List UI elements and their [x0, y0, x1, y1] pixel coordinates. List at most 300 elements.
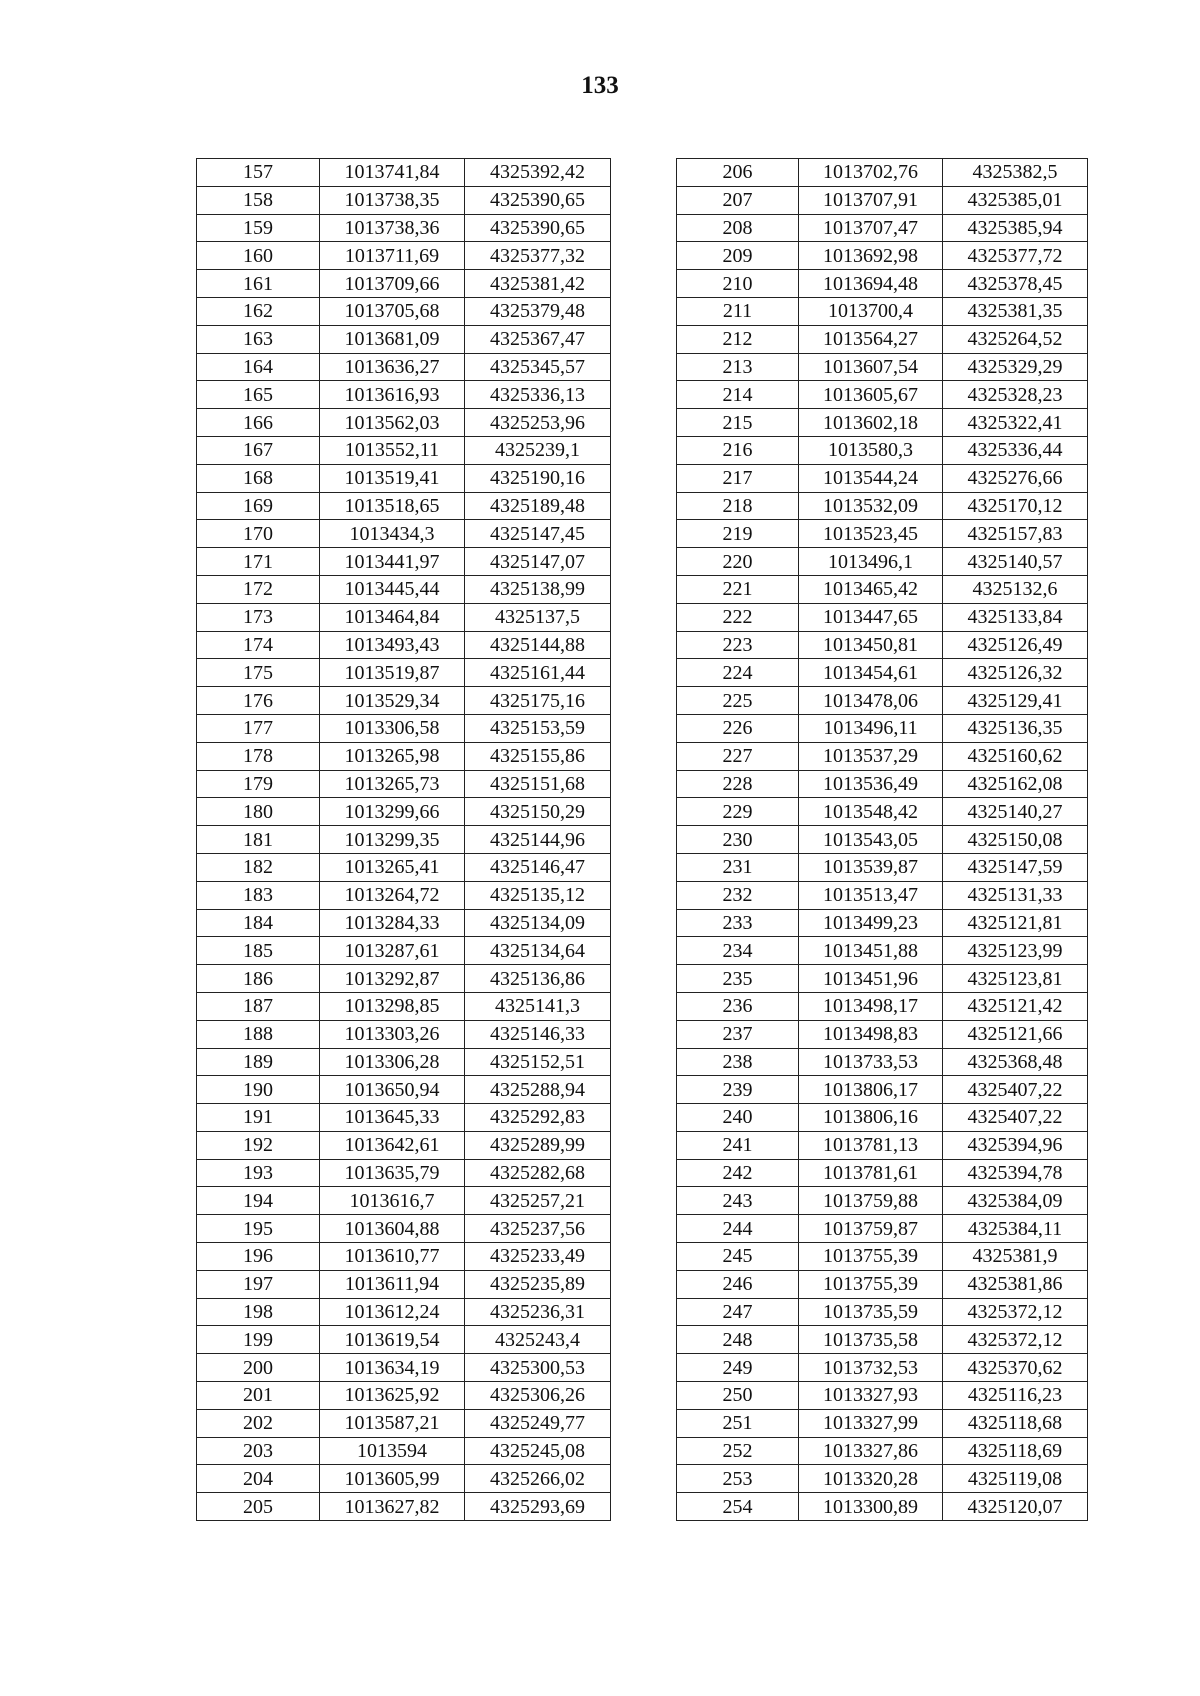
table-row [197, 687, 611, 715]
y-coordinate-cell: 4325385,94 [943, 214, 1088, 242]
y-coordinate-cell: 4325394,96 [943, 1131, 1088, 1159]
y-coordinate-cell: 4325140,57 [943, 548, 1088, 576]
y-coordinate-cell: 4325300,53 [465, 1354, 611, 1382]
point-number-cell: 171 [197, 548, 320, 576]
x-coordinate-cell: 1013445,44 [320, 575, 465, 603]
table-row [197, 631, 611, 659]
y-coordinate-cell: 4325162,08 [943, 770, 1088, 798]
y-coordinate-cell: 4325235,89 [465, 1270, 611, 1298]
y-coordinate-cell: 4325372,12 [943, 1326, 1088, 1354]
y-coordinate-cell: 4325175,16 [465, 687, 611, 715]
x-coordinate-cell: 1013607,54 [799, 353, 943, 381]
y-coordinate-cell: 4325123,81 [943, 965, 1088, 993]
point-number-cell: 234 [677, 937, 799, 965]
table-row [197, 909, 611, 937]
point-number-cell: 169 [197, 492, 320, 520]
point-number-cell: 179 [197, 770, 320, 798]
table-row [197, 548, 611, 576]
x-coordinate-cell: 1013707,91 [799, 186, 943, 214]
x-coordinate-cell: 1013759,87 [799, 1215, 943, 1243]
y-coordinate-cell: 4325120,07 [943, 1493, 1088, 1521]
x-coordinate-cell: 1013635,79 [320, 1159, 465, 1187]
point-number-cell: 161 [197, 270, 320, 298]
table-row [677, 992, 1088, 1020]
table-row [677, 965, 1088, 993]
table-row [677, 909, 1088, 937]
table-row [197, 1298, 611, 1326]
x-coordinate-cell: 1013562,03 [320, 409, 465, 437]
x-coordinate-cell: 1013755,39 [799, 1243, 943, 1271]
x-coordinate-cell: 1013610,77 [320, 1243, 465, 1271]
point-number-cell: 247 [677, 1298, 799, 1326]
y-coordinate-cell: 4325367,47 [465, 325, 611, 353]
x-coordinate-cell: 1013705,68 [320, 297, 465, 325]
x-coordinate-cell: 1013306,28 [320, 1048, 465, 1076]
point-number-cell: 204 [197, 1465, 320, 1493]
y-coordinate-cell: 4325116,23 [943, 1382, 1088, 1410]
y-coordinate-cell: 4325239,1 [465, 436, 611, 464]
table-row [197, 742, 611, 770]
point-number-cell: 172 [197, 575, 320, 603]
x-coordinate-cell: 1013602,18 [799, 409, 943, 437]
table-row [677, 687, 1088, 715]
x-coordinate-cell: 1013738,36 [320, 214, 465, 242]
y-coordinate-cell: 4325322,41 [943, 409, 1088, 437]
point-number-cell: 162 [197, 297, 320, 325]
point-number-cell: 245 [677, 1243, 799, 1271]
x-coordinate-cell: 1013529,34 [320, 687, 465, 715]
table-row [677, 1437, 1088, 1465]
y-coordinate-cell: 4325370,62 [943, 1354, 1088, 1382]
table-row [677, 1382, 1088, 1410]
point-number-cell: 221 [677, 575, 799, 603]
x-coordinate-cell: 1013552,11 [320, 436, 465, 464]
x-coordinate-cell: 1013755,39 [799, 1270, 943, 1298]
y-coordinate-cell: 4325385,01 [943, 186, 1088, 214]
y-coordinate-cell: 4325282,68 [465, 1159, 611, 1187]
table-row [677, 1326, 1088, 1354]
y-coordinate-cell: 4325136,86 [465, 965, 611, 993]
y-coordinate-cell: 4325136,35 [943, 714, 1088, 742]
y-coordinate-cell: 4325381,9 [943, 1243, 1088, 1271]
x-coordinate-cell: 1013735,59 [799, 1298, 943, 1326]
page-number: 133 [581, 72, 619, 99]
point-number-cell: 238 [677, 1048, 799, 1076]
y-coordinate-cell: 4325378,45 [943, 270, 1088, 298]
y-coordinate-cell: 4325133,84 [943, 603, 1088, 631]
point-number-cell: 186 [197, 965, 320, 993]
table-row [677, 186, 1088, 214]
point-number-cell: 222 [677, 603, 799, 631]
x-coordinate-cell: 1013580,3 [799, 436, 943, 464]
x-coordinate-cell: 1013625,92 [320, 1382, 465, 1410]
x-coordinate-cell: 1013513,47 [799, 881, 943, 909]
y-coordinate-cell: 4325328,23 [943, 381, 1088, 409]
table-row [677, 853, 1088, 881]
x-coordinate-cell: 1013587,21 [320, 1409, 465, 1437]
x-coordinate-cell: 1013454,61 [799, 659, 943, 687]
table-row [677, 798, 1088, 826]
x-coordinate-cell: 1013711,69 [320, 242, 465, 270]
y-coordinate-cell: 4325126,32 [943, 659, 1088, 687]
y-coordinate-cell: 4325377,72 [943, 242, 1088, 270]
table-row [677, 548, 1088, 576]
x-coordinate-cell: 1013465,42 [799, 575, 943, 603]
point-number-cell: 176 [197, 687, 320, 715]
x-coordinate-cell: 1013478,06 [799, 687, 943, 715]
table-row [677, 436, 1088, 464]
y-coordinate-cell: 4325336,13 [465, 381, 611, 409]
x-coordinate-cell: 1013564,27 [799, 325, 943, 353]
x-coordinate-cell: 1013464,84 [320, 603, 465, 631]
table-row [197, 270, 611, 298]
table-row [677, 603, 1088, 631]
point-number-cell: 223 [677, 631, 799, 659]
x-coordinate-cell: 1013707,47 [799, 214, 943, 242]
y-coordinate-cell: 4325121,66 [943, 1020, 1088, 1048]
table-row [677, 714, 1088, 742]
table-row [197, 436, 611, 464]
y-coordinate-cell: 4325253,96 [465, 409, 611, 437]
y-coordinate-cell: 4325170,12 [943, 492, 1088, 520]
x-coordinate-cell: 1013741,84 [320, 159, 465, 187]
y-coordinate-cell: 4325372,12 [943, 1298, 1088, 1326]
y-coordinate-cell: 4325329,29 [943, 353, 1088, 381]
point-number-cell: 200 [197, 1354, 320, 1382]
table-row [197, 325, 611, 353]
table-row [677, 353, 1088, 381]
point-number-cell: 199 [197, 1326, 320, 1354]
point-number-cell: 196 [197, 1243, 320, 1271]
y-coordinate-cell: 4325132,6 [943, 575, 1088, 603]
table-row [197, 381, 611, 409]
table-row [677, 1298, 1088, 1326]
point-number-cell: 236 [677, 992, 799, 1020]
table-row [197, 1437, 611, 1465]
y-coordinate-cell: 4325118,69 [943, 1437, 1088, 1465]
point-number-cell: 246 [677, 1270, 799, 1298]
x-coordinate-cell: 1013493,43 [320, 631, 465, 659]
x-coordinate-cell: 1013532,09 [799, 492, 943, 520]
point-number-cell: 160 [197, 242, 320, 270]
point-number-cell: 251 [677, 1409, 799, 1437]
coordinates-table-left [196, 158, 611, 1521]
point-number-cell: 242 [677, 1159, 799, 1187]
table-row [677, 881, 1088, 909]
table-row [197, 242, 611, 270]
table-row [197, 798, 611, 826]
point-number-cell: 168 [197, 464, 320, 492]
point-number-cell: 239 [677, 1076, 799, 1104]
x-coordinate-cell: 1013781,13 [799, 1131, 943, 1159]
y-coordinate-cell: 4325121,42 [943, 992, 1088, 1020]
y-coordinate-cell: 4325237,56 [465, 1215, 611, 1243]
point-number-cell: 188 [197, 1020, 320, 1048]
y-coordinate-cell: 4325134,64 [465, 937, 611, 965]
y-coordinate-cell: 4325306,26 [465, 1382, 611, 1410]
point-number-cell: 189 [197, 1048, 320, 1076]
y-coordinate-cell: 4325138,99 [465, 575, 611, 603]
table-row [197, 464, 611, 492]
x-coordinate-cell: 1013498,83 [799, 1020, 943, 1048]
point-number-cell: 233 [677, 909, 799, 937]
x-coordinate-cell: 1013645,33 [320, 1104, 465, 1132]
x-coordinate-cell: 1013594 [320, 1437, 465, 1465]
y-coordinate-cell: 4325135,12 [465, 881, 611, 909]
x-coordinate-cell: 1013320,28 [799, 1465, 943, 1493]
table-row [197, 1076, 611, 1104]
table-row [677, 1020, 1088, 1048]
point-number-cell: 244 [677, 1215, 799, 1243]
y-coordinate-cell: 4325131,33 [943, 881, 1088, 909]
table-row [677, 381, 1088, 409]
table-row [197, 1243, 611, 1271]
table-row [197, 1159, 611, 1187]
y-coordinate-cell: 4325381,86 [943, 1270, 1088, 1298]
y-coordinate-cell: 4325160,62 [943, 742, 1088, 770]
table-row [197, 603, 611, 631]
x-coordinate-cell: 1013732,53 [799, 1354, 943, 1382]
point-number-cell: 232 [677, 881, 799, 909]
x-coordinate-cell: 1013265,73 [320, 770, 465, 798]
x-coordinate-cell: 1013612,24 [320, 1298, 465, 1326]
x-coordinate-cell: 1013681,09 [320, 325, 465, 353]
table-row [197, 492, 611, 520]
y-coordinate-cell: 4325150,08 [943, 826, 1088, 854]
table-row [197, 1187, 611, 1215]
table-row [197, 1131, 611, 1159]
y-coordinate-cell: 4325264,52 [943, 325, 1088, 353]
x-coordinate-cell: 1013616,93 [320, 381, 465, 409]
table-row [677, 1215, 1088, 1243]
y-coordinate-cell: 4325190,16 [465, 464, 611, 492]
table-row [677, 1409, 1088, 1437]
point-number-cell: 211 [677, 297, 799, 325]
point-number-cell: 197 [197, 1270, 320, 1298]
x-coordinate-cell: 1013434,3 [320, 520, 465, 548]
point-number-cell: 164 [197, 353, 320, 381]
y-coordinate-cell: 4325146,33 [465, 1020, 611, 1048]
y-coordinate-cell: 4325147,59 [943, 853, 1088, 881]
table-row [677, 937, 1088, 965]
table-row [197, 1104, 611, 1132]
point-number-cell: 175 [197, 659, 320, 687]
x-coordinate-cell: 1013806,16 [799, 1104, 943, 1132]
x-coordinate-cell: 1013450,81 [799, 631, 943, 659]
table-row [197, 770, 611, 798]
point-number-cell: 183 [197, 881, 320, 909]
x-coordinate-cell: 1013709,66 [320, 270, 465, 298]
x-coordinate-cell: 1013738,35 [320, 186, 465, 214]
point-number-cell: 227 [677, 742, 799, 770]
y-coordinate-cell: 4325390,65 [465, 214, 611, 242]
x-coordinate-cell: 1013451,96 [799, 965, 943, 993]
table-row [677, 242, 1088, 270]
x-coordinate-cell: 1013650,94 [320, 1076, 465, 1104]
table-row [197, 575, 611, 603]
y-coordinate-cell: 4325384,11 [943, 1215, 1088, 1243]
x-coordinate-cell: 1013441,97 [320, 548, 465, 576]
table-row [197, 1215, 611, 1243]
x-coordinate-cell: 1013605,67 [799, 381, 943, 409]
y-coordinate-cell: 4325140,27 [943, 798, 1088, 826]
table-row [677, 1187, 1088, 1215]
point-number-cell: 209 [677, 242, 799, 270]
x-coordinate-cell: 1013537,29 [799, 742, 943, 770]
table-row [197, 937, 611, 965]
table-row [677, 409, 1088, 437]
point-number-cell: 195 [197, 1215, 320, 1243]
table-row [677, 270, 1088, 298]
point-number-cell: 203 [197, 1437, 320, 1465]
point-number-cell: 224 [677, 659, 799, 687]
x-coordinate-cell: 1013611,94 [320, 1270, 465, 1298]
point-number-cell: 235 [677, 965, 799, 993]
point-number-cell: 177 [197, 714, 320, 742]
y-coordinate-cell: 4325151,68 [465, 770, 611, 798]
x-coordinate-cell: 1013451,88 [799, 937, 943, 965]
table-row [677, 575, 1088, 603]
table-row [197, 1020, 611, 1048]
x-coordinate-cell: 1013702,76 [799, 159, 943, 187]
table-row [197, 1493, 611, 1521]
y-coordinate-cell: 4325249,77 [465, 1409, 611, 1437]
point-number-cell: 207 [677, 186, 799, 214]
y-coordinate-cell: 4325293,69 [465, 1493, 611, 1521]
x-coordinate-cell: 1013694,48 [799, 270, 943, 298]
table-row [677, 159, 1088, 187]
table-body-left [197, 159, 611, 1521]
point-number-cell: 213 [677, 353, 799, 381]
y-coordinate-cell: 4325390,65 [465, 186, 611, 214]
x-coordinate-cell: 1013327,99 [799, 1409, 943, 1437]
table-row [197, 1409, 611, 1437]
point-number-cell: 249 [677, 1354, 799, 1382]
y-coordinate-cell: 4325245,08 [465, 1437, 611, 1465]
table-row [677, 520, 1088, 548]
y-coordinate-cell: 4325146,47 [465, 853, 611, 881]
table-row [197, 214, 611, 242]
point-number-cell: 220 [677, 548, 799, 576]
table-row [677, 1159, 1088, 1187]
point-number-cell: 212 [677, 325, 799, 353]
y-coordinate-cell: 4325157,83 [943, 520, 1088, 548]
y-coordinate-cell: 4325189,48 [465, 492, 611, 520]
table-row [677, 1270, 1088, 1298]
point-number-cell: 187 [197, 992, 320, 1020]
x-coordinate-cell: 1013735,58 [799, 1326, 943, 1354]
point-number-cell: 243 [677, 1187, 799, 1215]
y-coordinate-cell: 4325336,44 [943, 436, 1088, 464]
x-coordinate-cell: 1013619,54 [320, 1326, 465, 1354]
x-coordinate-cell: 1013518,65 [320, 492, 465, 520]
y-coordinate-cell: 4325144,88 [465, 631, 611, 659]
y-coordinate-cell: 4325153,59 [465, 714, 611, 742]
point-number-cell: 254 [677, 1493, 799, 1521]
point-number-cell: 173 [197, 603, 320, 631]
x-coordinate-cell: 1013519,87 [320, 659, 465, 687]
y-coordinate-cell: 4325118,68 [943, 1409, 1088, 1437]
x-coordinate-cell: 1013498,17 [799, 992, 943, 1020]
x-coordinate-cell: 1013616,7 [320, 1187, 465, 1215]
point-number-cell: 202 [197, 1409, 320, 1437]
table-row [677, 1131, 1088, 1159]
x-coordinate-cell: 1013265,41 [320, 853, 465, 881]
point-number-cell: 210 [677, 270, 799, 298]
y-coordinate-cell: 4325147,45 [465, 520, 611, 548]
y-coordinate-cell: 4325152,51 [465, 1048, 611, 1076]
table-row [197, 1048, 611, 1076]
point-number-cell: 230 [677, 826, 799, 854]
y-coordinate-cell: 4325236,31 [465, 1298, 611, 1326]
point-number-cell: 165 [197, 381, 320, 409]
table-row [197, 1465, 611, 1493]
y-coordinate-cell: 4325276,66 [943, 464, 1088, 492]
y-coordinate-cell: 4325147,07 [465, 548, 611, 576]
point-number-cell: 157 [197, 159, 320, 187]
point-number-cell: 178 [197, 742, 320, 770]
point-number-cell: 201 [197, 1382, 320, 1410]
x-coordinate-cell: 1013327,86 [799, 1437, 943, 1465]
point-number-cell: 192 [197, 1131, 320, 1159]
x-coordinate-cell: 1013548,42 [799, 798, 943, 826]
y-coordinate-cell: 4325407,22 [943, 1104, 1088, 1132]
point-number-cell: 226 [677, 714, 799, 742]
table-row [677, 1076, 1088, 1104]
x-coordinate-cell: 1013759,88 [799, 1187, 943, 1215]
table-row [197, 714, 611, 742]
x-coordinate-cell: 1013544,24 [799, 464, 943, 492]
point-number-cell: 167 [197, 436, 320, 464]
point-number-cell: 182 [197, 853, 320, 881]
y-coordinate-cell: 4325150,29 [465, 798, 611, 826]
table-row [677, 297, 1088, 325]
y-coordinate-cell: 4325382,5 [943, 159, 1088, 187]
point-number-cell: 214 [677, 381, 799, 409]
y-coordinate-cell: 4325381,42 [465, 270, 611, 298]
point-number-cell: 185 [197, 937, 320, 965]
table-row [677, 1493, 1088, 1521]
x-coordinate-cell: 1013634,19 [320, 1354, 465, 1382]
table-row [197, 1270, 611, 1298]
point-number-cell: 231 [677, 853, 799, 881]
table-row [197, 1354, 611, 1382]
table-row [197, 826, 611, 854]
point-number-cell: 174 [197, 631, 320, 659]
y-coordinate-cell: 4325144,96 [465, 826, 611, 854]
y-coordinate-cell: 4325137,5 [465, 603, 611, 631]
y-coordinate-cell: 4325121,81 [943, 909, 1088, 937]
y-coordinate-cell: 4325161,44 [465, 659, 611, 687]
point-number-cell: 193 [197, 1159, 320, 1187]
x-coordinate-cell: 1013306,58 [320, 714, 465, 742]
y-coordinate-cell: 4325129,41 [943, 687, 1088, 715]
point-number-cell: 180 [197, 798, 320, 826]
point-number-cell: 198 [197, 1298, 320, 1326]
point-number-cell: 170 [197, 520, 320, 548]
point-number-cell: 158 [197, 186, 320, 214]
x-coordinate-cell: 1013292,87 [320, 965, 465, 993]
table-row [677, 631, 1088, 659]
x-coordinate-cell: 1013781,61 [799, 1159, 943, 1187]
y-coordinate-cell: 4325266,02 [465, 1465, 611, 1493]
point-number-cell: 163 [197, 325, 320, 353]
point-number-cell: 253 [677, 1465, 799, 1493]
y-coordinate-cell: 4325243,4 [465, 1326, 611, 1354]
y-coordinate-cell: 4325377,32 [465, 242, 611, 270]
x-coordinate-cell: 1013636,27 [320, 353, 465, 381]
y-coordinate-cell: 4325368,48 [943, 1048, 1088, 1076]
